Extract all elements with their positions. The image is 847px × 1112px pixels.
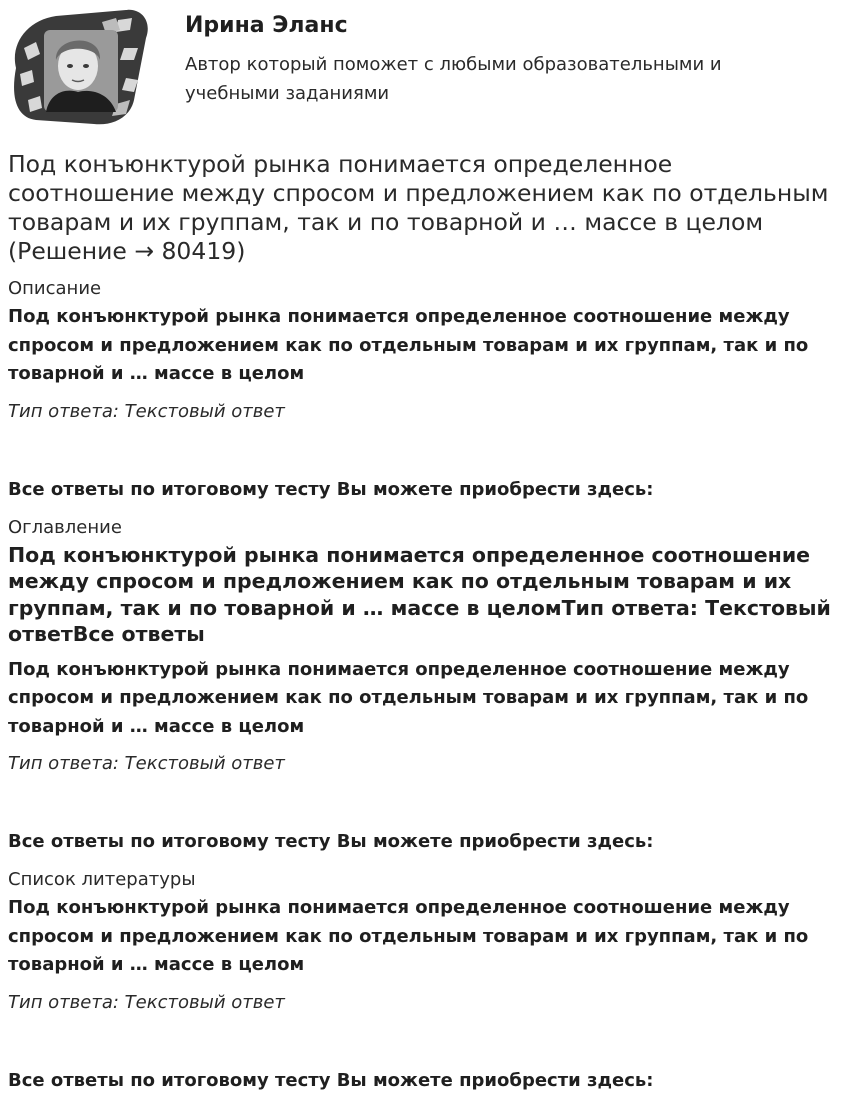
description-section bbox=[8, 278, 843, 501]
author-header bbox=[0, 0, 847, 135]
toc-question: Под конъюнктурой рынка понимается определенное соотношение между спросом и предложением как по отдельным товарам и их группам, так и по товарной и … массе в целом bbox=[8, 658, 809, 737]
bibliography-answer-type: Тип ответа: Текстовый ответ bbox=[8, 991, 285, 1013]
section-label-description: Описание bbox=[8, 278, 102, 299]
main-content bbox=[8, 150, 843, 1092]
toc-answer-type: Тип ответа: Текстовый ответ bbox=[8, 753, 285, 774]
section-label-bibliography: Список литературы bbox=[8, 869, 196, 890]
bibliography-all-answers: Все ответы по итоговому тесту Вы можете приобрести здесь: bbox=[8, 1069, 654, 1091]
page-title: Под конъюнктурой рынка понимается определенное соотношение между спросом и предложением как по отдельным товарам и их группам, так и по товарной и … массе в целом (Решение → 80419) bbox=[8, 150, 829, 265]
toc-section bbox=[8, 517, 843, 854]
description-all-answers: Все ответы по итоговому тесту Вы можете приобрести здесь: bbox=[8, 478, 654, 500]
film-frame-icon bbox=[14, 10, 148, 124]
bibliography-question: Под конъюнктурой рынка понимается определенное соотношение между спросом и предложением как по отдельным товарам и их группам, так и по товарной и … массе в целом bbox=[8, 897, 809, 975]
section-label-toc: Оглавление bbox=[8, 516, 122, 538]
author-name[interactable]: Ирина Эланс bbox=[185, 13, 348, 38]
author-description: Автор который поможет с любыми образовательными и учебными заданиями bbox=[185, 54, 722, 104]
description-answer-type: Тип ответа: Текстовый ответ bbox=[8, 400, 285, 422]
description-question: Под конъюнктурой рынка понимается определенное соотношение между спросом и предложением как по отдельным товарам и их группам, так и по товарной и … массе в целом bbox=[8, 306, 809, 384]
toc-all-answers: Все ответы по итоговому тесту Вы можете приобрести здесь: bbox=[8, 831, 654, 852]
toc-heading: Под конъюнктурой рынка понимается определенное соотношение между спросом и предложением как по отдельным товарам и их группам, так и по товарной и … массе в целомТип ответа: Текстовый ответВсе ответы bbox=[8, 542, 831, 646]
author-avatar[interactable] bbox=[6, 8, 152, 128]
bibliography-section bbox=[8, 869, 843, 1092]
